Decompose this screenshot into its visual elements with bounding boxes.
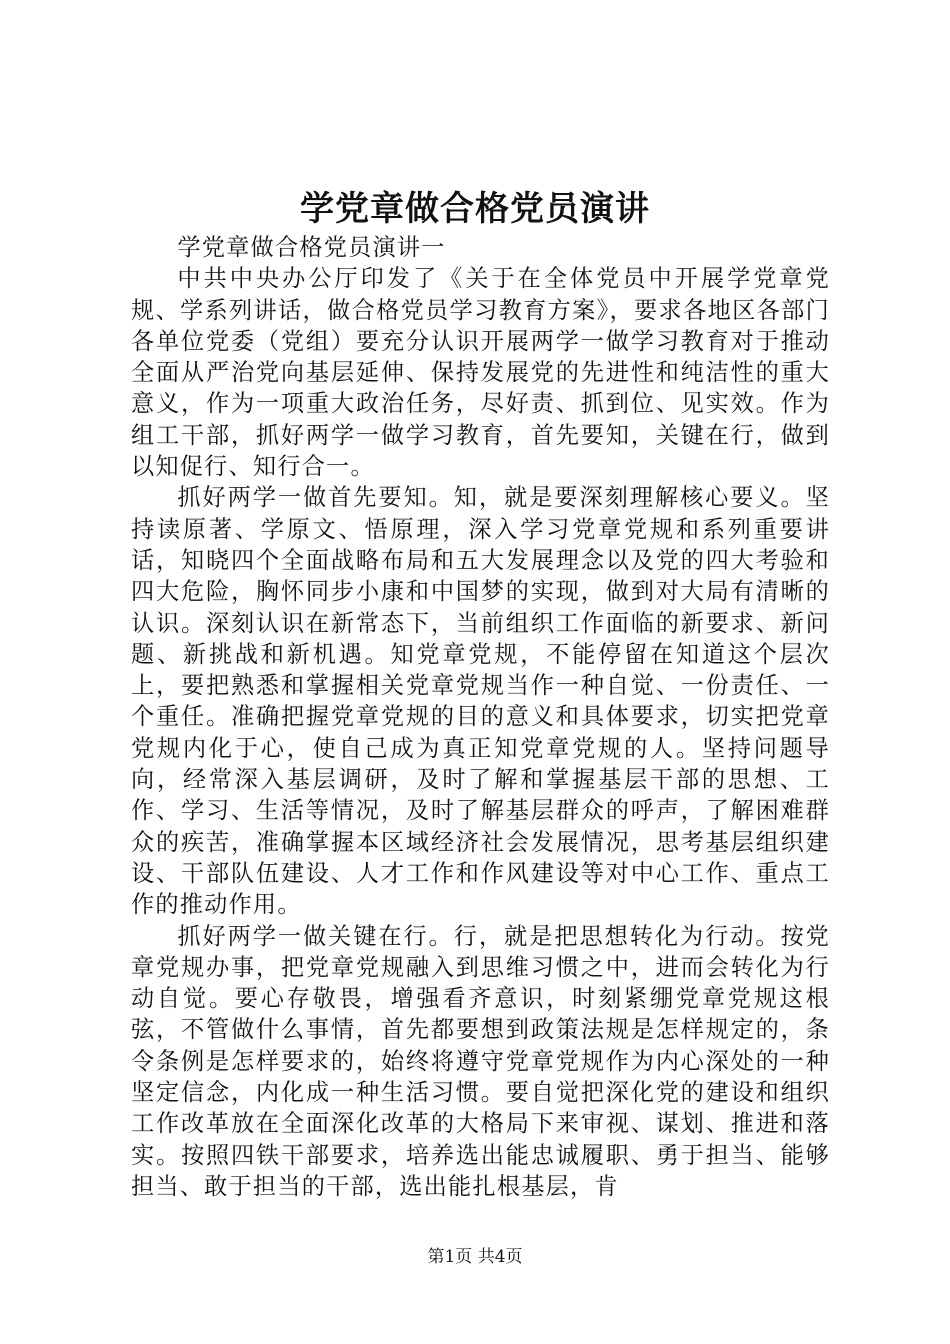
document-body [131, 232, 830, 1202]
body-paragraph: 中共中央办公厅印发了《关于在全体党员中开展学党章党规、学系列讲话，做合格党员学习教育方案》，要求各地区各部门各单位党委（党组）要充分认识开展两学一做学习教育对于推动全面从严治党向基层延伸、保持发展党的先进性和纯洁性的重大意义，作为一项重大政治任务，尽好责、抓到位、见实效。作为组工干部，抓好两学一做学习教育，首先要知，关键在行，做到以知促行、知行合一。 [131, 265, 830, 481]
body-paragraph: 抓好两学一做关键在行。行，就是把思想转化为行动。按党章党规办事，把党章党规融入到思维习惯之中，进而会转化为行动自觉。要心存敬畏，增强看齐意识，时刻紧绷党章党规这根弦，不管做什么事情，首先都要想到政策法规是怎样规定的，条令条例是怎样要求的，始终将遵守党章党规作为内心深处的一种坚定信念，内化成一种生活习惯。要自觉把深化党的建设和组织工作改革放在全面深化改革的大格局下来审视、谋划、推进和落实。按照四铁干部要求，培养选出能忠诚履职、勇于担当、能够担当、敢于担当的干部，选出能扎根基层，肯 [131, 922, 830, 1200]
page-footer: 第1页 共4页 [427, 1247, 523, 1267]
body-paragraph: 抓好两学一做首先要知。知，就是要深刻理解核心要义。坚持读原著、学原文、悟原理，深入学习党章党规和系列重要讲话，知晓四个全面战略布局和五大发展理念以及党的四大考验和四大危险，胸怀同步小康和中国梦的实现，做到对大局有清晰的认识。深刻认识在新常态下，当前组织工作面临的新要求、新问题、新挑战和新机遇。知党章党规，不能停留在知道这个层次上，要把熟悉和掌握相关党章党规当作一种自觉、一份责任、一个重任。准确把握党章党规的目的意义和具体要求，切实把党章党规内化于心，使自己成为真正知党章党规的人。坚持问题导向，经常深入基层调研，及时了解和掌握基层干部的思想、工作、学习、生活等情况，及时了解基层群众的呼声，了解困难群众的疾苦，准确掌握本区域经济社会发展情况，思考基层组织建设、干部队伍建设、人才工作和作风建设等对中心工作、重点工作的推动作用。 [131, 484, 830, 919]
subtitle-paragraph: 学党章做合格党员演讲一 [177, 234, 446, 261]
document-title: 学党章做合格党员演讲 [300, 189, 650, 229]
